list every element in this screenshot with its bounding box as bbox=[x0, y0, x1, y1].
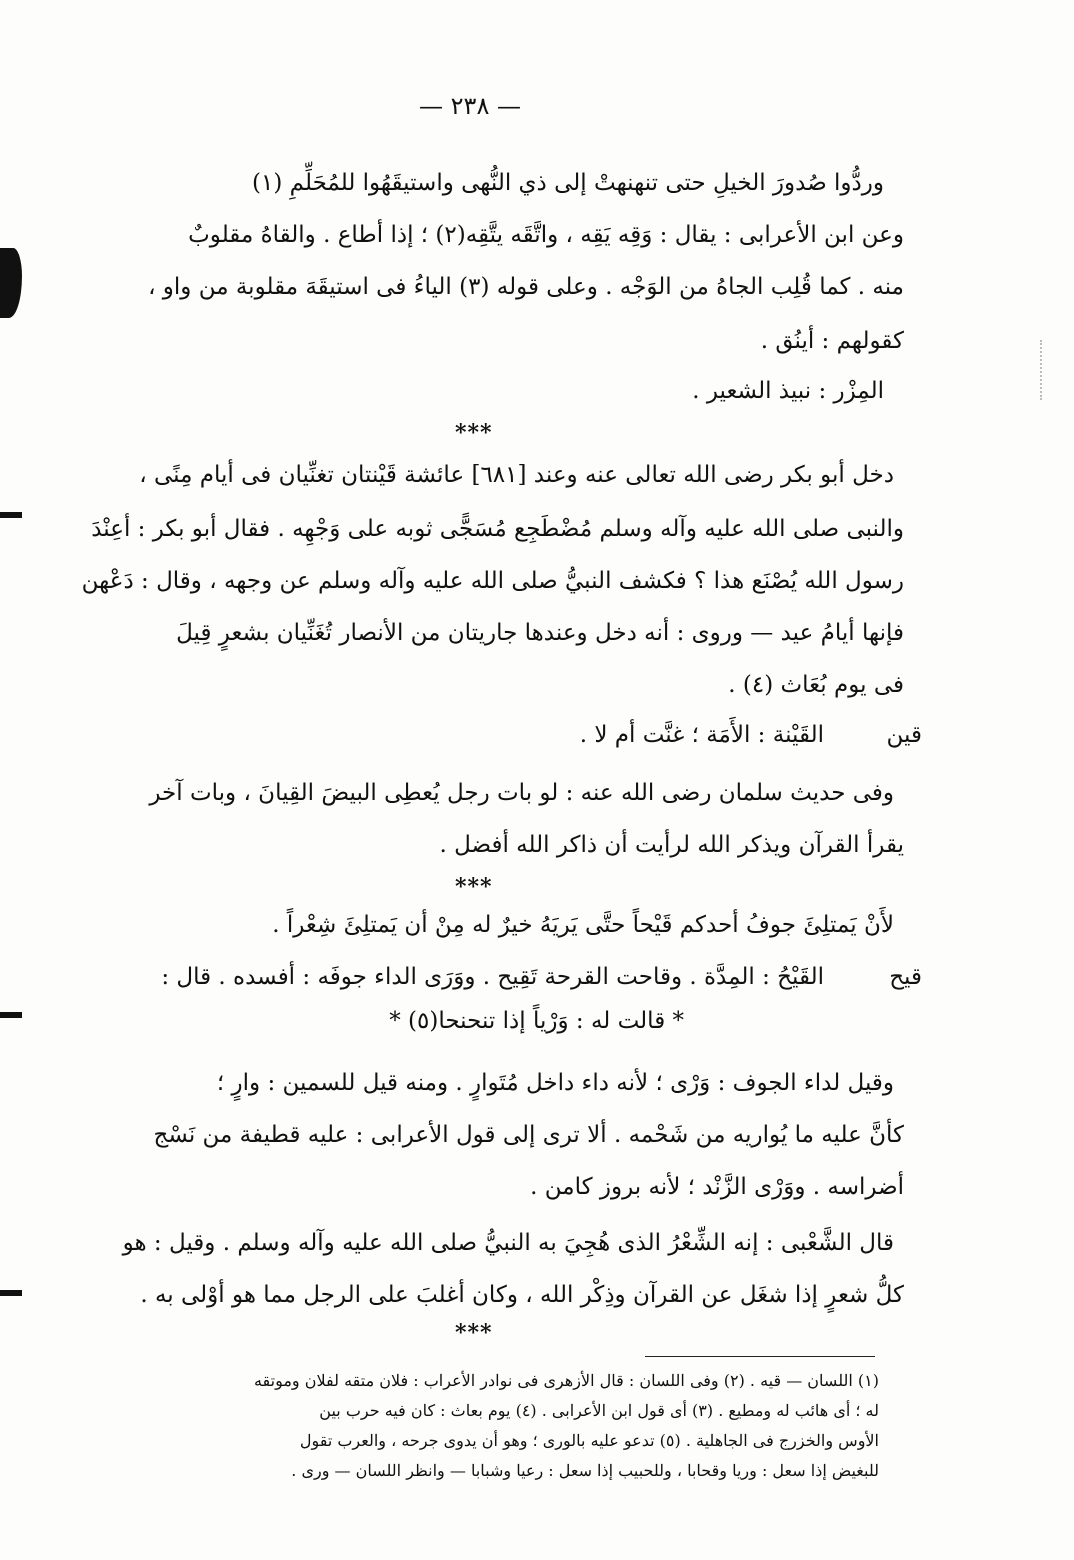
footnote-rule bbox=[645, 1356, 875, 1357]
hadith-line: لأَنْ يَمتلِئَ جوفُ أحدكم قَيْحاً حتَّى يَريَهُ خيرٌ له مِنْ أن يَمتلِئَ شِعْراً . bbox=[272, 912, 894, 938]
footnote-line: (١) اللسان — قيه . (٢) وفى اللسان : قال الأزهرى فى نوادر الأعراب : فلان متقه لفلان وموتقه bbox=[253, 1371, 879, 1390]
body-line: أضراسه . ووَرْى الزَّنْد ؛ لأنه بروز كامن . bbox=[530, 1174, 904, 1200]
body-line: المِزْر : نبيذ الشعير . bbox=[692, 378, 884, 404]
page-number: — ٢٣٨ — bbox=[419, 92, 521, 120]
footnote-line: له ؛ أى هائب له ومطيع . (٣) أى قول ابن الأعرابى . (٤) يوم بعاث : كان فيه حرب بين bbox=[319, 1401, 879, 1420]
body-line: فى يوم بُعَاث (٤) . bbox=[728, 672, 904, 698]
body-line: قال الشَّعْبى : إنه الشِّعْرُ الذى هُجِيَ به النبيُّ صلى الله عليه وآله وسلم . وقيل : هو bbox=[122, 1230, 894, 1256]
footnote-line: الأوس والخزرج فى الجاهلية . (٥) تدعو عليه بالورى ؛ وهو أن يدوى جرحه ، والعرب تقول bbox=[299, 1431, 879, 1450]
scan-dots bbox=[1040, 340, 1044, 400]
scan-edge-mark bbox=[0, 512, 22, 518]
opening-verse: وردُّوا صُدورَ الخيلِ حتى تنهنهتْ إلى ذي النُّهى واستيقَهُوا للمُحَلِّمِ (١) bbox=[252, 170, 884, 196]
body-line: رسول الله يُصْنَع هذا ؟ فكشف النبيُّ صلى الله عليه وآله وسلم عن وجهه ، وقال : دَعْهن bbox=[81, 568, 904, 594]
body-line: منه . كما قُلِب الجاهُ من الوَجْه . وعلى قوله (٣) الياءُ فى استيقَهَ مقلوبة من واو ، bbox=[148, 274, 904, 300]
entry-definition: القَيْحُ : المِدَّة . وقاحت القرحة تَقِيح . ووَرَى الداء جوفَه : أفسده . قال : bbox=[161, 964, 824, 990]
margin-headword: قين bbox=[886, 722, 922, 748]
entry-definition: القَيْنة : الأَمَة ؛ غنَّت أم لا . bbox=[579, 722, 824, 748]
scan-edge-mark bbox=[0, 1290, 22, 1296]
body-line: وعن ابن الأعرابى : يقال : وَقِه يَقِه ، واتَّقَه يتَّقِه(٢) ؛ إذا أطاع . والقاهُ مقلوبٌ bbox=[188, 222, 904, 248]
margin-headword: قيح bbox=[889, 964, 922, 990]
body-line: دخل أبو بكر رضى الله تعالى عنه وعند [٦٨١] عائشة قَيْنتان تغنِّيان فى أيام مِنًى ، bbox=[139, 462, 894, 488]
body-line: كقولهم : أينُق . bbox=[760, 328, 904, 354]
footnote-line: للبغيض إذا سعل : وريا وقحابا ، وللحبيب إذا سعل : رعيا وشبابا — وانظر اللسان — ورى . bbox=[291, 1461, 879, 1480]
body-line: وفى حديث سلمان رضى الله عنه : لو بات رجل يُعطِى البيضَ القِيانَ ، وبات آخر bbox=[149, 780, 894, 806]
body-line: كلُّ شعرٍ إذا شغَل عن القرآن وذِكْر الله ، وكان أغلبَ على الرجل مما هو أوْلى به . bbox=[140, 1282, 904, 1308]
body-line: كأنَّ عليه ما يُواريه من شَحْمه . ألا ترى إلى قول الأعرابى : عليه قطيفة من نَسْج bbox=[153, 1122, 904, 1148]
scan-edge-mark bbox=[0, 1012, 22, 1018]
quoted-verse: * قالت له : وَرْياً إذا تنحنحا(٥) * bbox=[389, 1008, 684, 1034]
body-line: وقيل لداء الجوف : وَرْى ؛ لأنه داء داخل مُتَوارٍ . ومنه قيل للسمين : وارٍ ؛ bbox=[216, 1070, 894, 1096]
body-line: والنبى صلى الله عليه وآله وسلم مُضْطَجِع مُسَجًّى ثوبه على وَجْهِه . فقال أبو بكر : أعِنْدَ bbox=[91, 516, 904, 542]
section-separator: *** bbox=[455, 874, 493, 900]
section-separator: *** bbox=[455, 1320, 493, 1346]
scan-edge-mark bbox=[0, 248, 22, 318]
body-line: يقرأ القرآن ويذكر الله لرأيت أن ذاكر الله أفضل . bbox=[439, 832, 904, 858]
body-line: فإنها أيامُ عيد — وروى : أنه دخل وعندها جاريتان من الأنصار تُغَنِّيان بشعرٍ قِيلَ bbox=[176, 620, 904, 646]
section-separator: *** bbox=[455, 420, 493, 446]
